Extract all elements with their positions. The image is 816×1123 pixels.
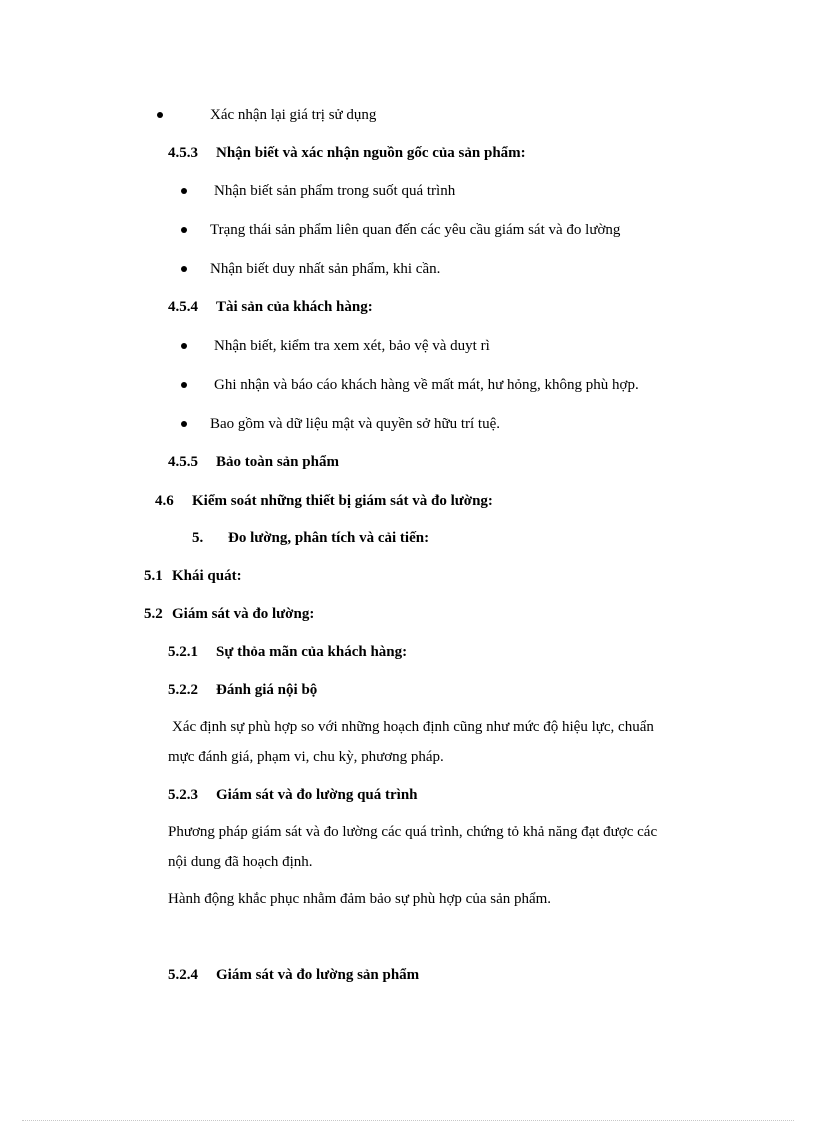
bullet-text: Nhận biết, kiểm tra xem xét, bảo vệ và duyt rì [214, 338, 490, 354]
section-title: Nhận biết và xác nhận nguồn gốc của sản phẩm: [216, 145, 526, 161]
bullet-icon [181, 266, 187, 272]
bullet-icon [181, 421, 187, 427]
section-heading-5-1 [144, 566, 242, 586]
bullet-icon [181, 382, 187, 388]
bullet-text: Xác nhận lại giá trị sử dụng [210, 107, 377, 123]
section-number: 4.5.4 [168, 299, 198, 315]
section-number: 5.2.1 [168, 644, 198, 660]
bullet-text: Ghi nhận và báo cáo khách hàng về mất mát, hư hỏng, không phù hợp. [214, 377, 639, 393]
bullet-icon [157, 112, 163, 118]
section-title: Đo lường, phân tích và cải tiến: [228, 530, 430, 546]
section-heading-4-5-5 [168, 452, 339, 472]
section-number: 5.2.4 [168, 967, 198, 983]
section-number: 4.5.3 [168, 145, 198, 161]
section-title: Đánh giá nội bộ [216, 682, 318, 698]
bullet-text: Bao gồm và dữ liệu mật và quyền sở hữu trí tuệ. [210, 416, 500, 432]
bullet-icon [181, 227, 187, 233]
page-bottom-border [22, 1120, 794, 1121]
section-title: Tài sản của khách hàng: [216, 299, 373, 315]
section-number: 5.2 [144, 606, 163, 622]
paragraph-line: Xác định sự phù hợp so với những hoạch định cũng như mức độ hiệu lực, chuẩn [172, 719, 654, 735]
section-heading-5 [192, 528, 429, 548]
section-heading-4-5-3 [168, 143, 526, 163]
section-heading-4-5-4 [168, 297, 373, 317]
section-number: 4.6 [155, 493, 174, 509]
bullet-text: Nhận biết duy nhất sản phẩm, khi cần. [210, 261, 441, 277]
section-title: Kiểm soát những thiết bị giám sát và đo lường: [192, 493, 493, 509]
section-number: 5.1 [144, 568, 163, 584]
bullet-icon [181, 343, 187, 349]
section-title: Sự thỏa mãn của khách hàng: [216, 644, 408, 660]
paragraph-line: nội dung đã hoạch định. [168, 854, 313, 870]
section-title: Giám sát và đo lường sản phẩm [216, 967, 420, 983]
section-heading-5-2-1 [168, 642, 407, 662]
bullet-text: Trạng thái sản phẩm liên quan đến các yêu cầu giám sát và đo lường [210, 222, 621, 238]
section-title: Giám sát và đo lường quá trình [216, 787, 418, 803]
bullet-icon [181, 188, 187, 194]
paragraph-line: mực đánh giá, phạm vi, chu kỳ, phương pháp. [168, 749, 444, 765]
section-number: 5.2.3 [168, 787, 198, 803]
section-heading-5-2-2 [168, 680, 317, 700]
section-number: 4.5.5 [168, 454, 198, 470]
section-heading-5-2-3 [168, 785, 418, 805]
section-title: Bảo toàn sản phẩm [216, 454, 339, 470]
paragraph-line: Phương pháp giám sát và đo lường các quá trình, chứng tỏ khả năng đạt được các [168, 824, 658, 840]
paragraph-line: Hành động khắc phục nhằm đảm bảo sự phù hợp của sản phẩm. [168, 891, 552, 907]
bullet-text: Nhận biết sản phẩm trong suốt quá trình [214, 183, 456, 199]
section-heading-5-2-4 [168, 965, 419, 985]
section-heading-4-6 [155, 491, 493, 511]
section-title: Giám sát và đo lường: [172, 606, 315, 622]
section-number: 5. [192, 530, 204, 546]
section-heading-5-2 [144, 604, 314, 624]
section-title: Khái quát: [172, 568, 242, 584]
section-number: 5.2.2 [168, 682, 198, 698]
